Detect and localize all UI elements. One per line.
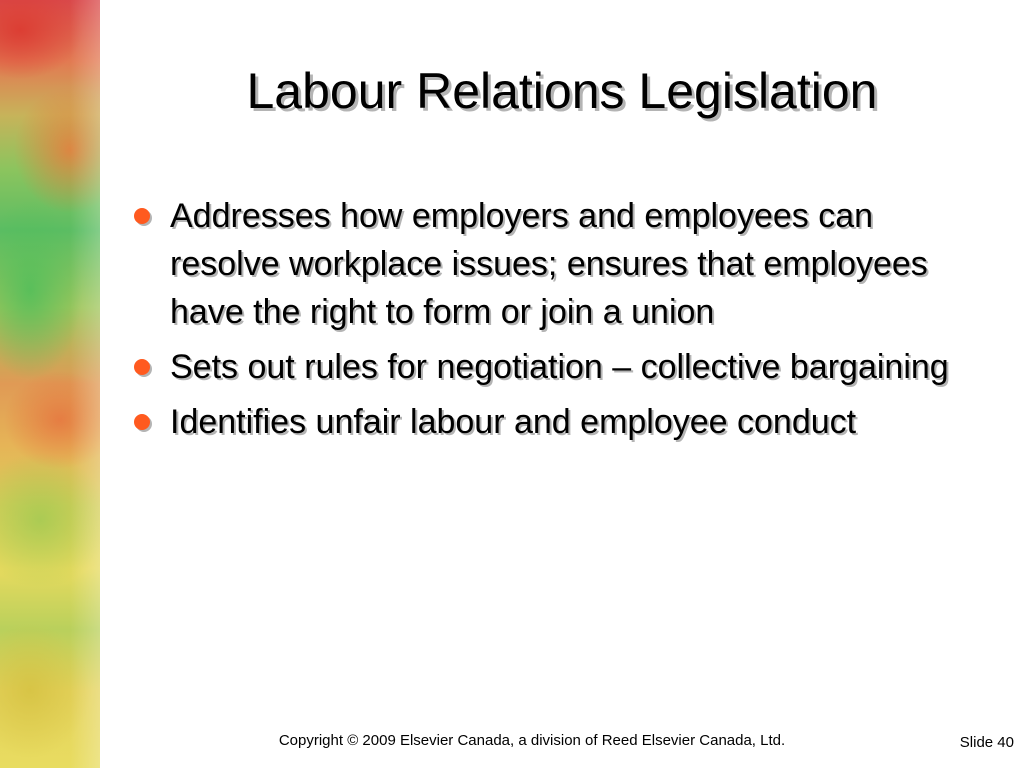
bullet-text: Sets out rules for negotiation – collective bargaining — [170, 348, 949, 386]
bullet-item — [130, 343, 990, 391]
footer-copyright: Copyright © 2009 Elsevier Canada, a division of Reed Elsevier Canada, Ltd. — [278, 732, 786, 749]
bullet-item — [130, 192, 990, 336]
slide-title: Labour Relations Legislation — [246, 63, 878, 119]
bullet-list — [130, 192, 990, 453]
footer-slide-number: Slide 40 — [959, 734, 1014, 751]
bullet-text: Addresses how employers and employees can resolve workplace issues; ensures that employees have the right to form or join a union — [170, 197, 928, 331]
bullet-dot-icon — [134, 359, 150, 375]
bullet-text: Identifies unfair labour and employee conduct — [170, 403, 857, 441]
bullet-item — [130, 398, 990, 446]
bullet-dot-icon — [134, 414, 150, 430]
bullet-dot-icon — [134, 208, 150, 224]
decorative-side-band — [0, 0, 100, 768]
